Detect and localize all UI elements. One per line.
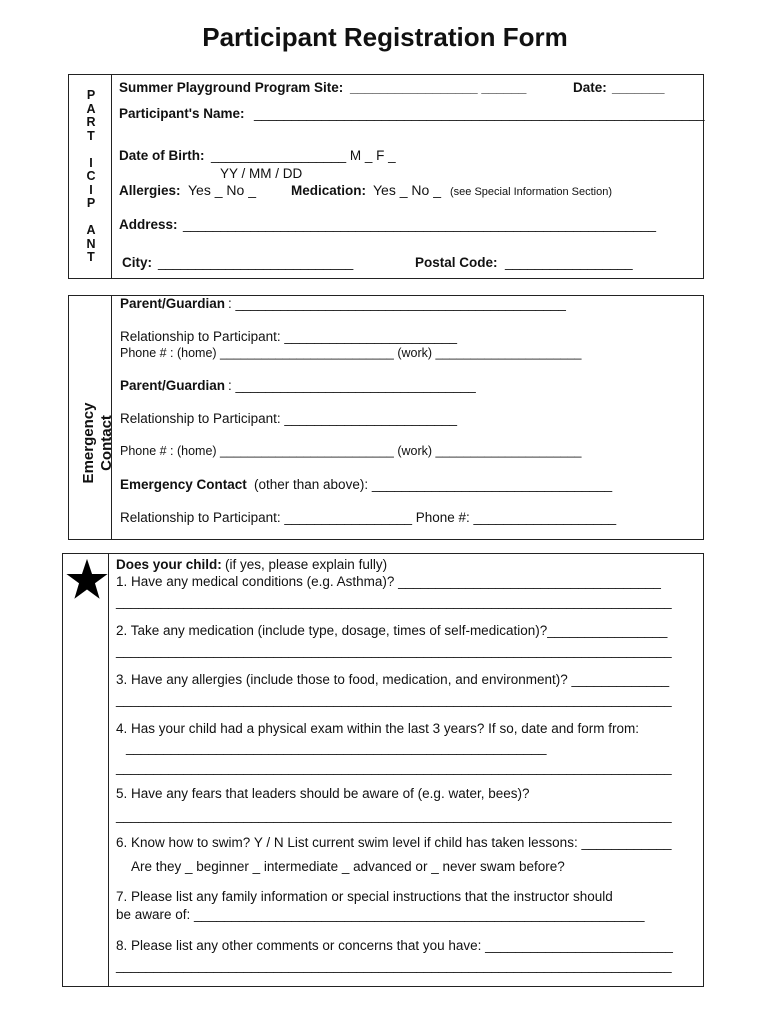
- question-3[interactable]: 3. Have any allergies (include those to food, medication, and environment)? _____________: [116, 672, 670, 687]
- phone1-field[interactable]: Phone # : (home) _________________________ (work) _____________________: [120, 346, 582, 360]
- city-label: City:: [122, 255, 152, 270]
- site-field[interactable]: _________________ ______: [350, 80, 527, 95]
- city-field[interactable]: __________________________: [158, 255, 354, 270]
- participant-name-label: Participant's Name:: [119, 106, 245, 121]
- question-7-line[interactable]: be aware of: ____________________________________________________________: [116, 907, 645, 922]
- question-6[interactable]: 6. Know how to swim? Y / N List current swim level if child has taken lessons: ____________: [116, 835, 672, 850]
- question-5-line[interactable]: __________________________________________________________________________: [116, 808, 672, 823]
- question-1-line[interactable]: __________________________________________________________________________: [116, 594, 672, 609]
- page-title: Participant Registration Form: [202, 22, 568, 52]
- parent2-field[interactable]: : ________________________________: [228, 378, 476, 393]
- dob-format: YY / MM / DD: [220, 166, 303, 181]
- date-label: Date:: [573, 80, 607, 95]
- emergency-side-label: Emergency Contact: [80, 402, 115, 484]
- participant-divider: [111, 74, 112, 279]
- special-info-divider: [108, 553, 109, 987]
- parent1-label: Parent/Guardian: [120, 296, 226, 311]
- parent1-field[interactable]: : ____________________________________________: [228, 296, 566, 311]
- other-contact-label: Emergency Contact: [120, 477, 247, 492]
- allergies-label: Allergies:: [119, 183, 181, 198]
- postal-code-label: Postal Code:: [415, 255, 498, 270]
- star-icon: [66, 558, 108, 600]
- question-2-line[interactable]: __________________________________________________________________________: [116, 643, 672, 658]
- parent2-label: Parent/Guardian: [120, 378, 226, 393]
- participant-section: [68, 74, 704, 279]
- question-6-swim-level[interactable]: Are they _ beginner _ intermediate _ advanced or _ never swam before?: [131, 859, 565, 874]
- address-field[interactable]: _______________________________________________________________: [183, 217, 657, 232]
- dob-label: Date of Birth:: [119, 148, 205, 163]
- question-3-line[interactable]: __________________________________________________________________________: [116, 692, 672, 707]
- relationship2-field[interactable]: Relationship to Participant: _______________________: [120, 411, 458, 426]
- question-1[interactable]: 1. Have any medical conditions (e.g. Asthma)? ___________________________________: [116, 574, 661, 589]
- special-heading-note: (if yes, please explain fully): [225, 557, 388, 572]
- question-4-line-2[interactable]: __________________________________________________________________________: [116, 760, 672, 775]
- question-5[interactable]: 5. Have any fears that leaders should be aware of (e.g. water, bees)?: [116, 786, 530, 801]
- relationship1-field[interactable]: Relationship to Participant: _______________________: [120, 329, 458, 344]
- question-4-line-1[interactable]: ________________________________________________________: [126, 740, 547, 755]
- question-4[interactable]: 4. Has your child had a physical exam within the last 3 years? If so, date and form from:: [116, 721, 639, 736]
- question-8-line[interactable]: __________________________________________________________________________: [116, 958, 672, 973]
- postal-code-field[interactable]: _________________: [505, 255, 633, 270]
- question-8[interactable]: 8. Please list any other comments or concerns that you have: _________________________: [116, 938, 673, 953]
- medication-label: Medication:: [291, 183, 367, 198]
- date-field[interactable]: _______: [612, 80, 665, 95]
- other-contact-field[interactable]: (other than above): ________________________________: [254, 477, 613, 492]
- allergies-field[interactable]: Yes _ No _: [188, 182, 256, 198]
- medication-field[interactable]: Yes _ No _: [373, 182, 441, 198]
- medication-note: (see Special Information Section): [450, 186, 613, 198]
- question-7[interactable]: 7. Please list any family information or special instructions that the instructor should: [116, 889, 613, 904]
- special-heading: Does your child:: [116, 557, 222, 572]
- participant-name-field[interactable]: ____________________________________________________________: [254, 106, 705, 121]
- star-shape: [66, 559, 107, 599]
- question-2[interactable]: 2. Take any medication (include type, dosage, times of self-medication)?________________: [116, 623, 668, 638]
- relationship3-field[interactable]: Relationship to Participant: _________________ Phone #: ___________________: [120, 510, 617, 525]
- address-label: Address:: [119, 217, 178, 232]
- phone2-field[interactable]: Phone # : (home) _________________________ (work) _____________________: [120, 444, 582, 458]
- dob-field[interactable]: __________________ M _ F _: [211, 148, 396, 163]
- site-label: Summer Playground Program Site:: [119, 80, 344, 95]
- participant-side-label: P A R T I C I P A N T: [86, 88, 96, 264]
